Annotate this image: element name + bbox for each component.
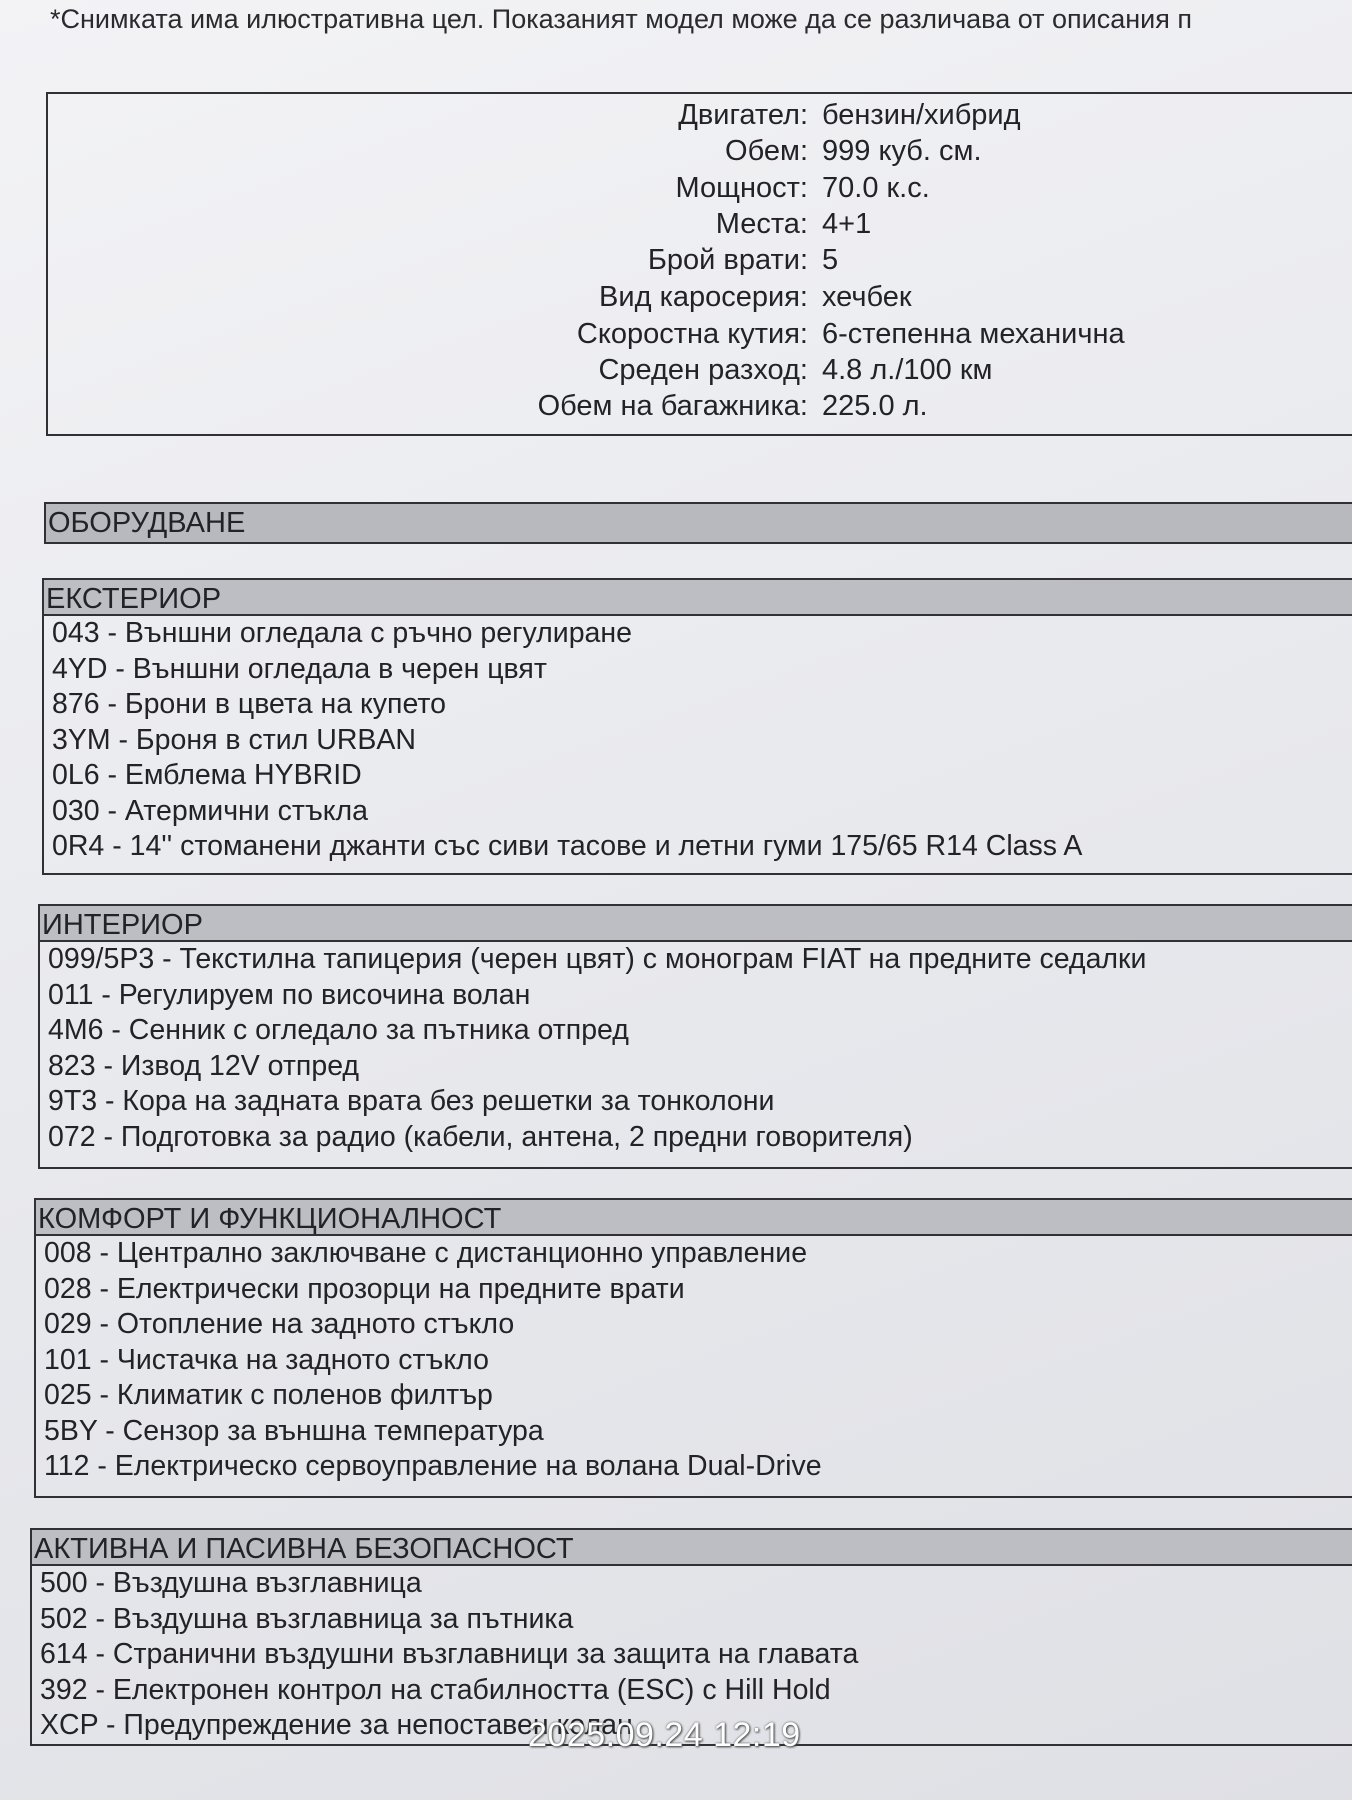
list-item: 028 - Електрически прозорци на предните врати [44, 1272, 685, 1305]
list-item: 0L6 - Емблема HYBRID [52, 759, 362, 791]
spec-row-body-type [48, 281, 1352, 317]
spec-value: 70.0 к.с. [822, 172, 930, 204]
list-item: 3YM - Броня в стил URBAN [52, 723, 417, 756]
spec-row-trunk [48, 390, 1352, 426]
specifications-box [46, 92, 1352, 436]
list-item: 043 - Външни огледала с ръчно регулиране [52, 617, 632, 649]
disclaimer-text: *Снимката има илюстративна цел. Показаният модел може да се различава от описания п [50, 4, 1193, 34]
section-title: КОМФОРТ И ФУНКЦИОНАЛНОСТ [36, 1198, 1352, 1236]
spec-label: Скоростна кутия: [576, 318, 808, 350]
spec-row-gearbox [48, 318, 1352, 354]
list-item: 392 - Електронен контрол на стабилността (ESC) с Hill Hold [40, 1673, 831, 1706]
spec-row-displacement [48, 135, 1352, 171]
list-item: 112 - Електрическо сервоуправление на волана Dual-Drive [44, 1450, 822, 1482]
list-item: 0R4 - 14'' стоманени джанти със сиви тасове и летни гуми 175/65 R14 Class A [52, 830, 1083, 862]
list-item: 025 - Климатик с поленов филтър [44, 1379, 493, 1411]
list-item: 029 - Отопление на задното стъкло [44, 1308, 515, 1340]
spec-row-seats [48, 208, 1352, 244]
list-item: 072 - Подготовка за радио (кабели, антена, 2 предни говорителя) [48, 1120, 913, 1153]
section-safety [30, 1528, 1352, 1746]
list-item: 4M6 - Сенник с огледало за пътника отпред [48, 1014, 629, 1046]
spec-value: 225.0 л. [822, 390, 928, 422]
section-title: ЕКСТЕРИОР [44, 578, 1352, 616]
spec-label: Вид каросерия: [599, 281, 808, 313]
list-item: 823 - Извод 12V отпред [48, 1049, 360, 1082]
list-item: 099/5P3 - Текстилна тапицерия (черен цвят) с монограм FIAT на предните седалки [48, 943, 1147, 975]
spec-label: Среден разход: [598, 354, 808, 386]
photo-timestamp: 2025.09.24 12:19 [528, 1716, 801, 1754]
list-item: 008 - Централно заключване с дистанционно управление [44, 1237, 808, 1269]
spec-value: бензин/хибрид [822, 99, 1021, 131]
list-item: 502 - Въздушна възглавница за пътника [40, 1602, 574, 1635]
list-item: 876 - Брони в цвета на купето [52, 688, 446, 720]
spec-value: 4.8 л./100 км [822, 354, 993, 386]
spec-value: 6-степенна механична [822, 318, 1125, 350]
section-interior [38, 904, 1352, 1169]
spec-label: Двигател: [678, 99, 808, 131]
equipment-heading: ОБОРУДВАНЕ [44, 502, 1352, 544]
list-item: 4YD - Външни огледала в черен цвят [52, 652, 547, 685]
section-title: АКТИВНА И ПАСИВНА БЕЗОПАСНОСТ [32, 1528, 1352, 1566]
spec-row-engine [48, 99, 1352, 135]
section-title: ИНТЕРИОР [40, 904, 1352, 942]
section-comfort [34, 1198, 1352, 1498]
spec-value: 999 куб. см. [822, 135, 982, 167]
list-item: 011 - Регулируем по височина волан [48, 978, 531, 1011]
spec-row-consumption [48, 354, 1352, 390]
spec-label: Обем на багажника: [537, 390, 808, 422]
spec-value: хечбек [822, 281, 912, 313]
list-item: 5BY - Сензор за външна температура [44, 1414, 544, 1447]
list-item: 101 - Чистачка на задното стъкло [44, 1343, 489, 1376]
spec-label: Брой врати: [647, 244, 808, 276]
spec-value: 5 [822, 244, 839, 276]
spec-label: Места: [715, 208, 808, 240]
spec-label: Обем: [725, 135, 808, 167]
list-item: 9T3 - Кора на задната врата без решетки за тонколони [48, 1085, 775, 1117]
section-exterior [42, 578, 1352, 875]
spec-row-doors [48, 244, 1352, 280]
list-item: 030 - Атермични стъкла [52, 794, 369, 827]
list-item: XCP - Предупреждение за непоставен колан [40, 1709, 633, 1741]
spec-label: Мощност: [675, 172, 808, 204]
spec-value: 4+1 [822, 208, 872, 240]
list-item: 614 - Странични въздушни възглавници за защита на главата [40, 1638, 859, 1670]
list-item: 500 - Въздушна възглавница [40, 1567, 422, 1599]
spec-row-power [48, 172, 1352, 208]
